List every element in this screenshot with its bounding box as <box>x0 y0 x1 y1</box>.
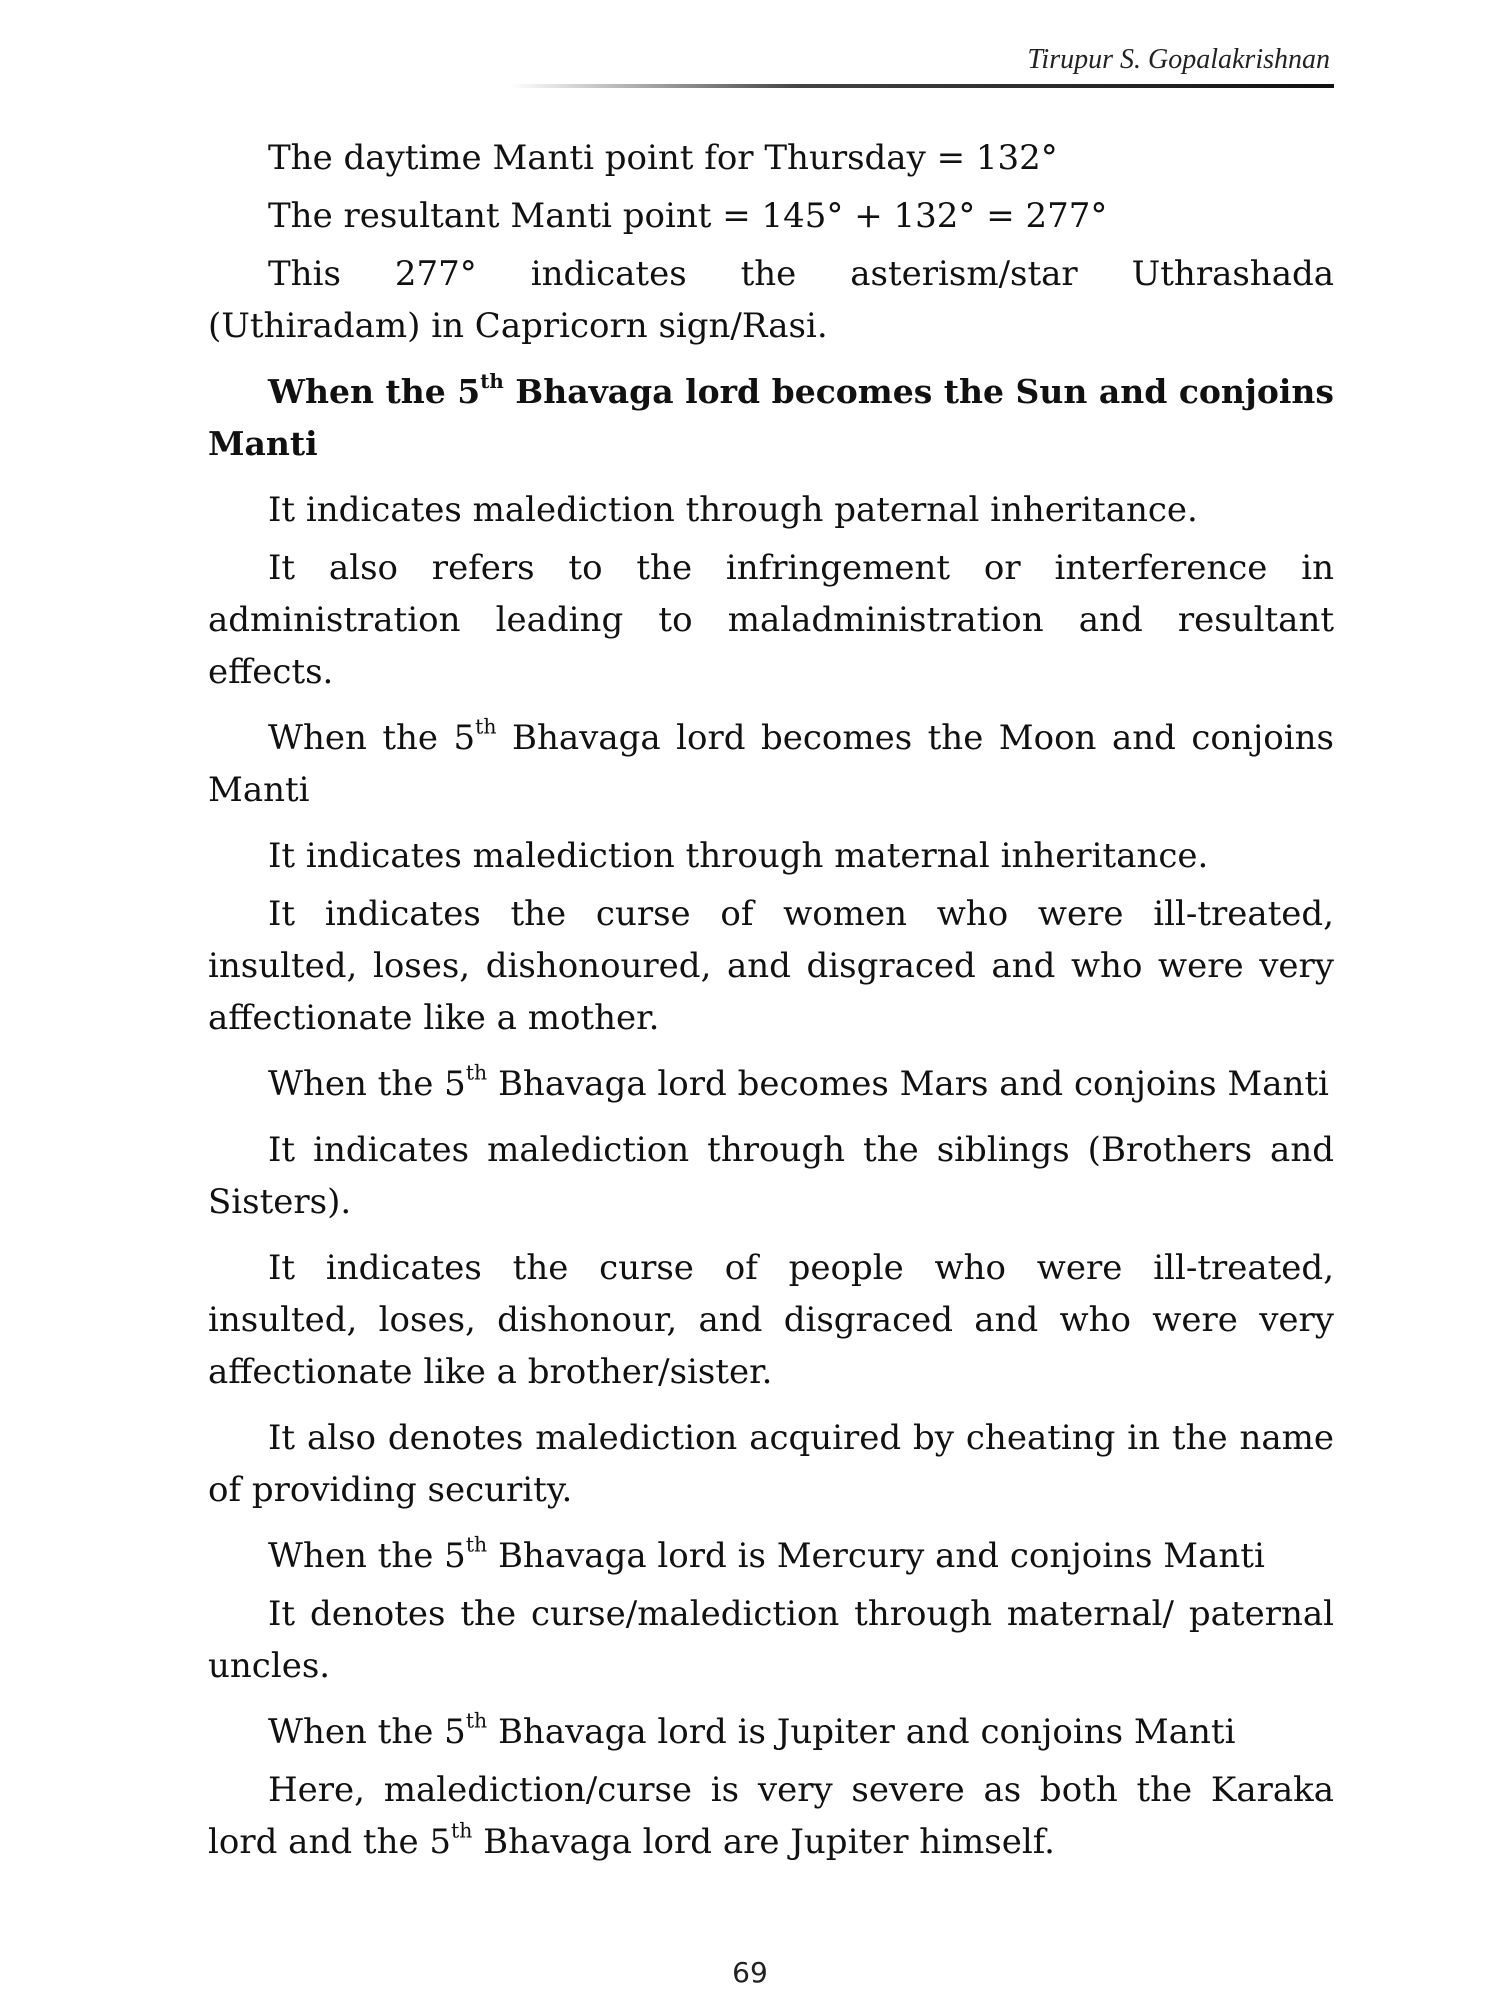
heading-jupiter-after: Bhavaga lord is Jupiter and conjoins Manti <box>487 1712 1236 1752</box>
heading-sun <box>208 366 1334 470</box>
heading-sun-after: Bhavaga lord becomes the Sun and conjoins Manti <box>208 372 1334 463</box>
paragraph-resultant-manti: The resultant Manti point = 145° + 132° = 277° <box>268 196 1108 236</box>
ordinal-suffix: th <box>451 1818 473 1843</box>
page-body <box>208 132 1334 1882</box>
heading-mars <box>208 1058 1334 1110</box>
heading-jupiter-before: When the <box>268 1712 445 1752</box>
heading-sun-before: When the <box>268 372 458 411</box>
heading-jupiter <box>208 1706 1334 1758</box>
page-number: 69 <box>732 1956 768 1989</box>
closing-after: Bhavaga lord are Jupiter himself. <box>472 1822 1055 1862</box>
paragraph-people-curse: It indicates the curse of people who were ill-treated, insulted, loses, dishonour, and disgraced and who were very affectionate like a brother/sister. <box>208 1248 1334 1392</box>
header-rule <box>510 84 1334 88</box>
paragraph-daytime-manti: The daytime Manti point for Thursday = 132° <box>268 138 1058 178</box>
heading-moon-after: Bhavaga lord becomes the Moon and conjoins Manti <box>208 718 1334 810</box>
paragraph-jupiter-severe <box>208 1764 1334 1868</box>
ordinal-number: 5 <box>444 1064 466 1104</box>
ordinal-suffix: th <box>465 1060 488 1085</box>
paragraph-asterism: This 277° indicates the asterism/star Uthrashada (Uthiradam) in Capricorn sign/Rasi. <box>208 254 1334 346</box>
ordinal-suffix: th <box>480 369 504 394</box>
heading-mars-after: Bhavaga lord becomes Mars and conjoins Manti <box>487 1064 1329 1104</box>
ordinal-number: 5 <box>457 372 481 411</box>
paragraph-administration: It also refers to the infringement or interference in administration leading to maladministration and resultant effects. <box>208 548 1334 692</box>
ordinal-suffix: th <box>465 1532 488 1557</box>
heading-moon <box>208 712 1334 816</box>
heading-mercury-after: Bhavaga lord is Mercury and conjoins Manti <box>487 1536 1265 1576</box>
ordinal-number: 5 <box>444 1536 466 1576</box>
ordinal-number: 5 <box>444 1712 466 1752</box>
paragraph-maternal: It indicates malediction through maternal inheritance. <box>268 836 1209 876</box>
ordinal-suffix: th <box>475 714 497 739</box>
running-head: Tirupur S. Gopalakrishnan <box>1027 44 1330 75</box>
heading-mars-before: When the <box>268 1064 445 1104</box>
heading-mercury-before: When the <box>268 1536 445 1576</box>
ordinal-number: 5 <box>453 718 476 758</box>
paragraph-security: It also denotes malediction acquired by cheating in the name of providing security. <box>208 1418 1334 1510</box>
paragraph-paternal: It indicates malediction through paternal inheritance. <box>268 490 1198 530</box>
paragraph-women-curse: It indicates the curse of women who were ill-treated, insulted, loses, dishonoured, and disgraced and who were very affectionate like a mother. <box>208 894 1334 1038</box>
ordinal-number: 5 <box>429 1822 452 1862</box>
paragraph-siblings: It indicates malediction through the siblings (Brothers and Sisters). <box>208 1130 1334 1222</box>
heading-mercury <box>208 1530 1334 1582</box>
closing-before: Here, malediction/curse is very severe as both the Karaka lord and the <box>208 1770 1334 1862</box>
ordinal-suffix: th <box>465 1708 488 1733</box>
heading-moon-before: When the <box>268 718 454 758</box>
paragraph-uncles: It denotes the curse/malediction through maternal/ paternal uncles. <box>208 1594 1334 1686</box>
